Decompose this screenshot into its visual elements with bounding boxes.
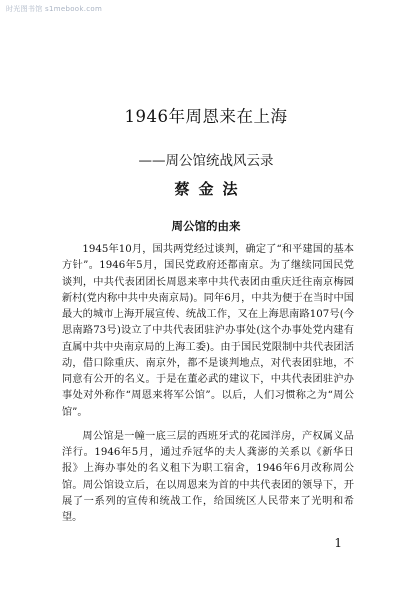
- author-name: 蔡金法: [174, 180, 247, 198]
- chapter-title: 1946年周恩来在上海: [124, 107, 288, 126]
- paragraph-2: 周公馆是一幢一底三层的西班牙式的花园洋房，产权属义品洋行。1946年5月，通过乔冠华的夫人龚澎的关系以《新华日报》上海办事处的名义租下为职工宿舍，1946年6月改称周公馆。周公馆设立后，在以周恩来为首的中共代表团的领导下，开展了一系列的宣传和统战工作，给国统区人民带来了光明和希望。: [62, 430, 354, 523]
- paragraph-1: 1945年10月，国共两党经过谈判，确定了“和平建国的基本方针”。1946年5月，国民党政府还都南京。为了继续同国民党谈判，中共代表团团长周恩来率中共代表团由重庆迁往南京梅园新村(党内称中共中央南京局)。同年6月，中共为便于在当时中国最大的城市上海开展宣传、统战工作，又在上海思南路107号(今思南路73号)设立了中共代表团驻沪办事处(这个办事处党内建有直属中共中央南京局的上海工委)。由于国民党限制中共代表团活动，借口除重庆、南京外，都不是谈判地点，对代表团驻地，不同意有公开的名义。于是在董必武的建议下，中共代表团驻沪办事处对外称作“周恩来将军公馆”。以后，人们习惯称之为“周公馆”。: [62, 244, 354, 418]
- section-heading: 周公馆的由来: [171, 219, 241, 233]
- watermark-text: 时光图书馆 s1mebook.com: [6, 5, 103, 13]
- page-number: 1: [334, 536, 342, 550]
- chapter-subtitle: ——周公馆统战风云录: [138, 153, 274, 169]
- body-text: [62, 242, 354, 526]
